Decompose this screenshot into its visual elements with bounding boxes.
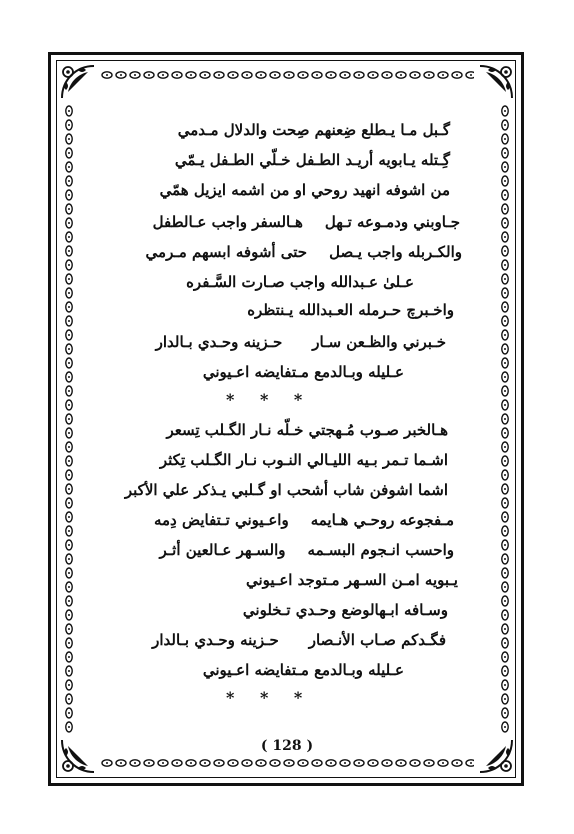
page-number: ( 128 )	[260, 738, 314, 754]
corner-ornament-icon	[476, 62, 516, 102]
verse-left-half: حـزينه وحـدي بـالدار	[155, 333, 283, 351]
poem-verse-pair	[159, 540, 454, 560]
border-pattern-right	[499, 104, 511, 734]
poem-line: من اشوفه انهيد روحي او من اشمه ايزيل همّي	[159, 181, 450, 199]
poem-line: عـليله وبـالدمع مـتفايضه اعـيوني	[202, 661, 404, 679]
corner-ornament-icon	[58, 62, 98, 102]
poem-verse-pair	[146, 242, 462, 262]
poem-line: اشـما تـمر بـيه الليـالي النـوب نـار الگـلب تِكثر	[159, 451, 448, 469]
poem-line: هـالخبر صـوب مُـهجتي خـلّه نـار الگـلب تِسعر	[166, 421, 448, 439]
poem-line: وسـافه ابـهالوضع وحـدي تـخلوني	[242, 601, 448, 619]
verse-left-half: حتى أشوفه ابسهم مـرمي	[145, 243, 308, 261]
poem-line: يـبويه امـن السـهر مـتوجد اعـيوني	[246, 571, 458, 589]
poem-line: گـبل مـا يـطلع ضِعنهم صِحت والدلال مـدمي	[177, 121, 450, 139]
verse-left-half: واعـيوني تـتفايض دِمه	[153, 511, 289, 529]
verse-left-half: هـالسفر واجب عـالطفل	[152, 213, 303, 231]
verse-right-half: جـاوبني ودمـوعه تـهل	[324, 213, 460, 231]
verse-left-half: والسـهر عـالعين أثـر	[159, 541, 286, 559]
verse-right-half: خـبرني والظـعن سـار	[312, 333, 446, 351]
border-pattern-top	[100, 69, 474, 81]
poem-line: عـليله وبـالدمع مـتفايضه اعـيوني	[202, 363, 404, 381]
border-pattern-bottom	[100, 757, 474, 769]
poem-verse-pair	[153, 212, 460, 232]
verse-right-half: واحسب انـجوم البسـمه	[307, 541, 454, 559]
poem-line: اشما اشوفن شاب أشحب او گـلبي يـذكر علي الأكبر	[124, 481, 448, 499]
border-pattern-left	[63, 104, 75, 734]
verse-right-half: مـفجوعه روحـي هـايمه	[310, 511, 454, 529]
stanza-separator: * * *	[226, 390, 313, 409]
poem-line: عـلىٰ عـبدالله واجب صـارت السَّـفره	[186, 273, 414, 291]
verse-right-half: والكـربله واجب يـصل	[329, 243, 462, 261]
verse-right-half: فگـدكم صـاب الأنـصار	[308, 631, 446, 649]
poem-verse-pair	[156, 332, 446, 352]
verse-left-half: حـزينه وحـدي بـالدار	[152, 631, 279, 649]
poem-line: گِـتله يـابويه أريـد الطـفل خـلّي الطـفل يـمّي	[174, 151, 450, 169]
poem-line: واخـبرچ حـرمله العـبدالله يـنتظره	[247, 301, 454, 319]
poem-verse-pair	[152, 630, 446, 650]
poem-verse-pair	[154, 510, 454, 530]
stanza-separator: * * *	[226, 688, 313, 707]
